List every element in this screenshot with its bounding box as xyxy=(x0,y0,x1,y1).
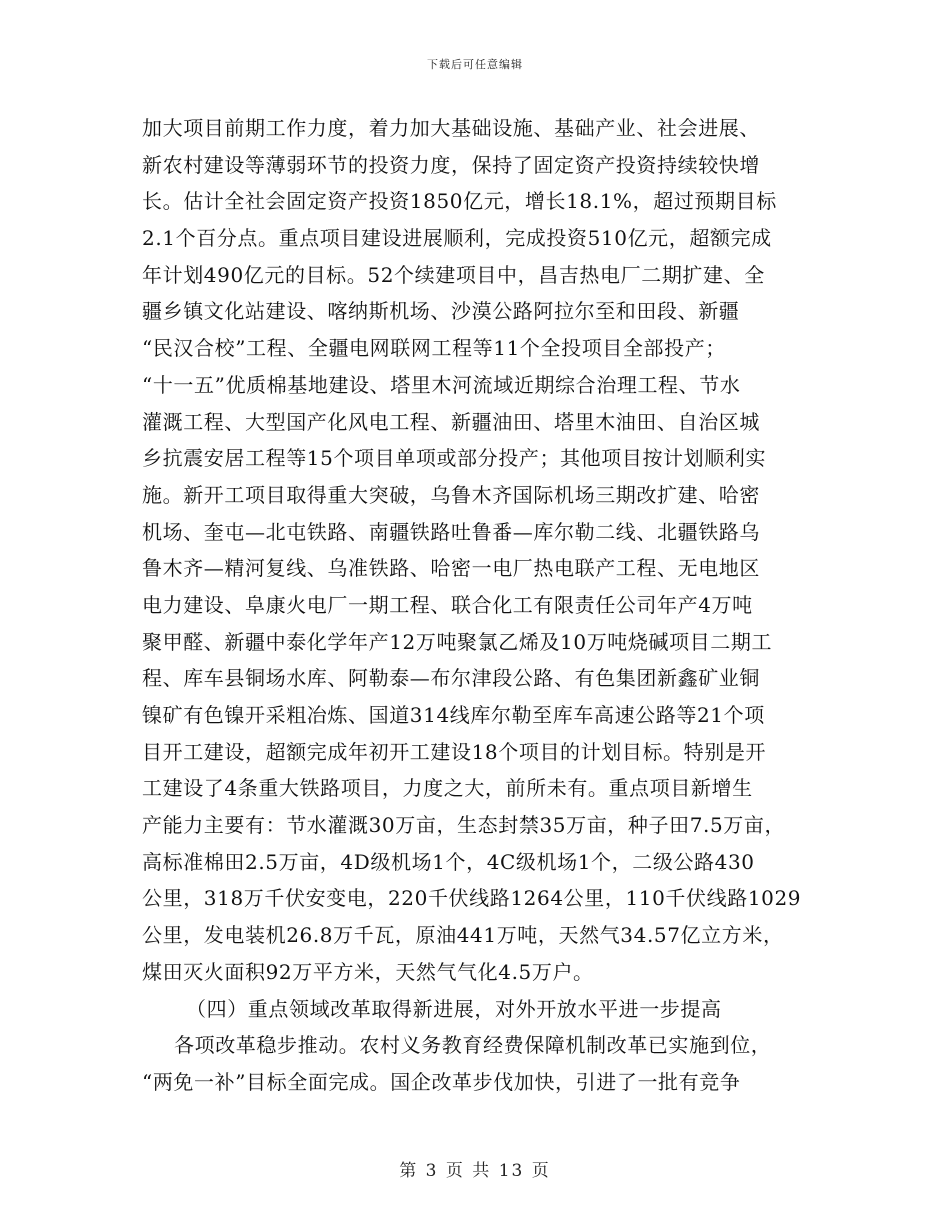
text-line: 产能力主要有：节水灌溉30万亩，生态封禁35万亩，种子田7.5万亩， xyxy=(142,813,786,838)
body-text xyxy=(142,110,832,1101)
page-footer: 第 3 页 共 13 页 xyxy=(399,1161,551,1181)
text-line: “民汉合校”工程、全疆电网联网工程等11个全投项目全部投产； xyxy=(142,336,726,361)
text-line: 公里，318万千伏安变电，220千伏线路1264公里，110千伏线路1029 xyxy=(142,886,802,911)
text-line: 聚甲醛、新疆中泰化学年产12万吨聚氯乙烯及10万吨烧碱项目二期工 xyxy=(142,629,773,654)
text-line: “两免一补”目标全面完成。国企改革步伐加快，引进了一批有竞争 xyxy=(142,1069,741,1094)
text-line: 疆乡镇文化站建设、喀纳斯机场、沙漠公路阿拉尔至和田段、新疆 xyxy=(142,299,740,324)
text-line: 施。新开工项目取得重大突破，乌鲁木齐国际机场三期改扩建、哈密 xyxy=(142,482,760,507)
text-line: 公里，发电装机26.8万千瓦，原油441万吨，天然气34.57亿立方米， xyxy=(142,923,784,948)
section-heading: （四）重点领域改革取得新进展，对外开放水平进一步提高 xyxy=(186,996,722,1021)
text-line: 电力建设、阜康火电厂一期工程、联合化工有限责任公司年产4万吨 xyxy=(142,592,753,617)
text-line: 长。估计全社会固定资产投资1850亿元，增长18.1%，超过预期目标 xyxy=(142,189,777,214)
text-line: 各项改革稳步推动。农村义务教育经费保障机制改革已实施到位， xyxy=(174,1033,772,1058)
text-line: 乡抗震安居工程等15个项目单项或部分投产；其他项目按计划顺利实 xyxy=(142,446,767,471)
text-line: 镍矿有色镍开采粗冶炼、国道314线库尔勒至库车高速公路等21个项 xyxy=(142,703,765,727)
text-line: 加大项目前期工作力度，着力加大基础设施、基础产业、社会进展、 xyxy=(142,116,760,140)
text-line: 煤田灭火面积92万平方米，天然气气化4.5万户。 xyxy=(142,959,594,984)
text-line: 程、库车县铜场水库、阿勒泰—布尔津段公路、有色集团新鑫矿业铜 xyxy=(142,666,760,691)
text-line: 2.1个百分点。重点项目建设进展顺利，完成投资510亿元，超额完成 xyxy=(142,226,772,251)
text-line: 机场、奎屯—北屯铁路、南疆铁路吐鲁番—库尔勒二线、北疆铁路乌 xyxy=(142,519,760,544)
text-line: “十一五”优质棉基地建设、塔里木河流域近期综合治理工程、节水 xyxy=(142,372,741,397)
text-line: 年计划490亿元的目标。52个续建项目中，昌吉热电厂二期扩建、全 xyxy=(142,262,765,287)
text-line: 鲁木齐—精河复线、乌准铁路、哈密一电厂热电联产工程、无电地区 xyxy=(142,556,760,581)
page-header: 下载后可任意编辑 xyxy=(427,58,523,71)
text-line: 灌溉工程、大型国产化风电工程、新疆油田、塔里木油田、自治区城 xyxy=(142,409,760,434)
text-line: 工建设了4条重大铁路项目，力度之大，前所未有。重点项目新增生 xyxy=(142,776,753,801)
text-line: 新农村建设等薄弱环节的投资力度，保持了固定资产投资持续较快增 xyxy=(142,152,760,177)
text-line: 目开工建设，超额完成年初开工建设18个项目的计划目标。特别是开 xyxy=(142,739,767,764)
text-line: 高标准棉田2.5万亩，4D级机场1个，4C级机场1个，二级公路430 xyxy=(142,849,755,874)
